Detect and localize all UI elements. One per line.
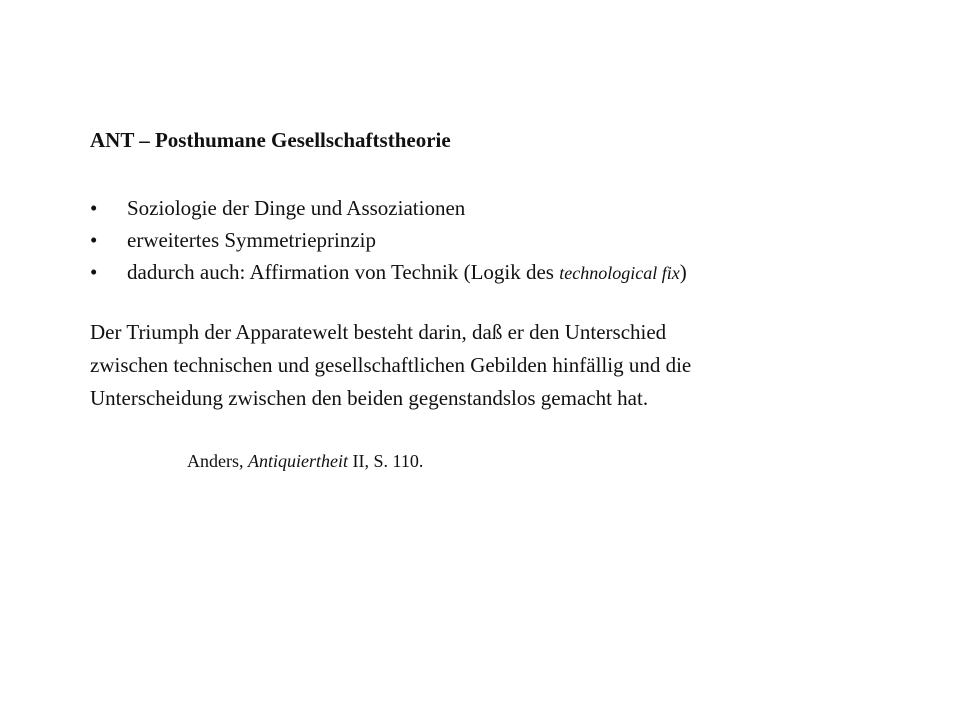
quote-line: Der Triumph der Apparatewelt besteht darin, daß er den Unterschied bbox=[90, 320, 667, 344]
bullet-text: Soziologie der Dinge und Assoziationen bbox=[127, 196, 466, 220]
source-reference: II, S. 110. bbox=[347, 451, 424, 471]
source-author: Anders, bbox=[187, 451, 248, 471]
bullet-list bbox=[90, 192, 687, 289]
bullet-text: erweitertes Symmetrieprinzip bbox=[127, 228, 376, 252]
quote-source bbox=[187, 451, 423, 472]
bullet-icon: • bbox=[90, 260, 98, 284]
bullet-italic-term: technological fix bbox=[559, 263, 680, 283]
quote-line: zwischen technischen und gesellschaftlichen Gebilden hinfällig und die bbox=[90, 353, 692, 377]
source-work-title: Antiquiertheit bbox=[248, 451, 348, 471]
quote-line: Unterscheidung zwischen den beiden gegenstandslos gemacht hat. bbox=[90, 386, 649, 410]
bullet-item bbox=[90, 256, 687, 289]
bullet-text: dadurch auch: Affirmation von Technik (Logik des bbox=[127, 260, 560, 284]
bullet-icon: • bbox=[90, 196, 98, 220]
bullet-icon: • bbox=[90, 228, 98, 252]
quotation bbox=[90, 316, 890, 415]
slide-title: ANT – Posthumane Gesellschaftstheorie bbox=[90, 128, 451, 152]
bullet-item bbox=[90, 224, 687, 256]
bullet-item bbox=[90, 192, 687, 224]
bullet-text-suffix: ) bbox=[679, 260, 687, 284]
